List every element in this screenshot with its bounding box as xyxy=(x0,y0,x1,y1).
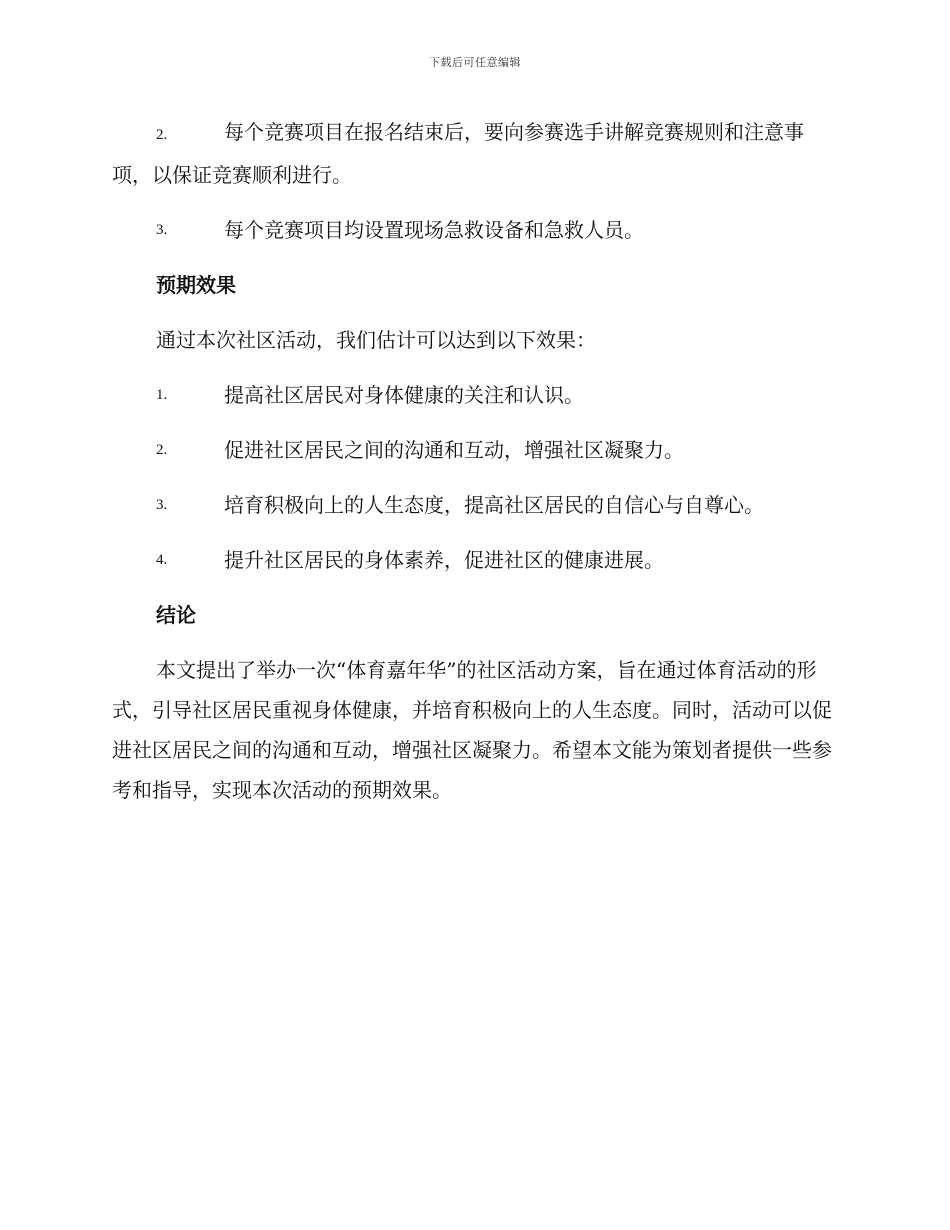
list-number: 1. xyxy=(156,387,168,403)
section-heading-conclusion: 结论 xyxy=(156,603,196,627)
list-number: 3. xyxy=(156,222,168,238)
paragraph-conclusion: 本文提出了举办一次“体育嘉年华”的社区活动方案，旨在通过体育活动的形式，引导社区居民重视身体健康，并培育积极向上的人生态度。同时，活动可以促进社区居民之间的沟通和互动，增强社区凝聚力。希望本文能为策划者提供一些参考和指导，实现本次活动的预期效果。 xyxy=(112,658,832,802)
list-text: 每个竞赛项目在报名结束后，要向参赛选手讲解竞赛规则和注意事项，以保证竞赛顺利进行。 xyxy=(112,120,804,187)
list-number: 2. xyxy=(156,442,168,458)
list-text: 提高社区居民对身体健康的关注和认识。 xyxy=(224,383,584,407)
list-text: 促进社区居民之间的沟通和互动，增强社区凝聚力。 xyxy=(224,438,684,462)
list-item xyxy=(112,430,836,470)
list-item xyxy=(112,375,836,415)
list-item xyxy=(112,540,836,580)
page-header: 下载后可任意编辑 xyxy=(429,56,521,69)
list-text: 每个竞赛项目均设置现场急救设备和急救人员。 xyxy=(224,218,644,242)
list-number: 3. xyxy=(156,497,168,513)
list-item xyxy=(112,210,836,250)
paragraph-intro: 通过本次社区活动，我们估计可以达到以下效果： xyxy=(156,328,596,352)
list-text: 提升社区居民的身体素养，促进社区的健康进展。 xyxy=(224,548,664,572)
document-body xyxy=(112,112,836,825)
list-item xyxy=(112,112,836,195)
list-number: 2. xyxy=(156,127,168,143)
list-text: 培育积极向上的人生态度，提高社区居民的自信心与自尊心。 xyxy=(224,493,764,517)
list-number: 4. xyxy=(156,552,168,568)
list-item xyxy=(112,485,836,525)
section-heading-effect: 预期效果 xyxy=(156,273,236,297)
